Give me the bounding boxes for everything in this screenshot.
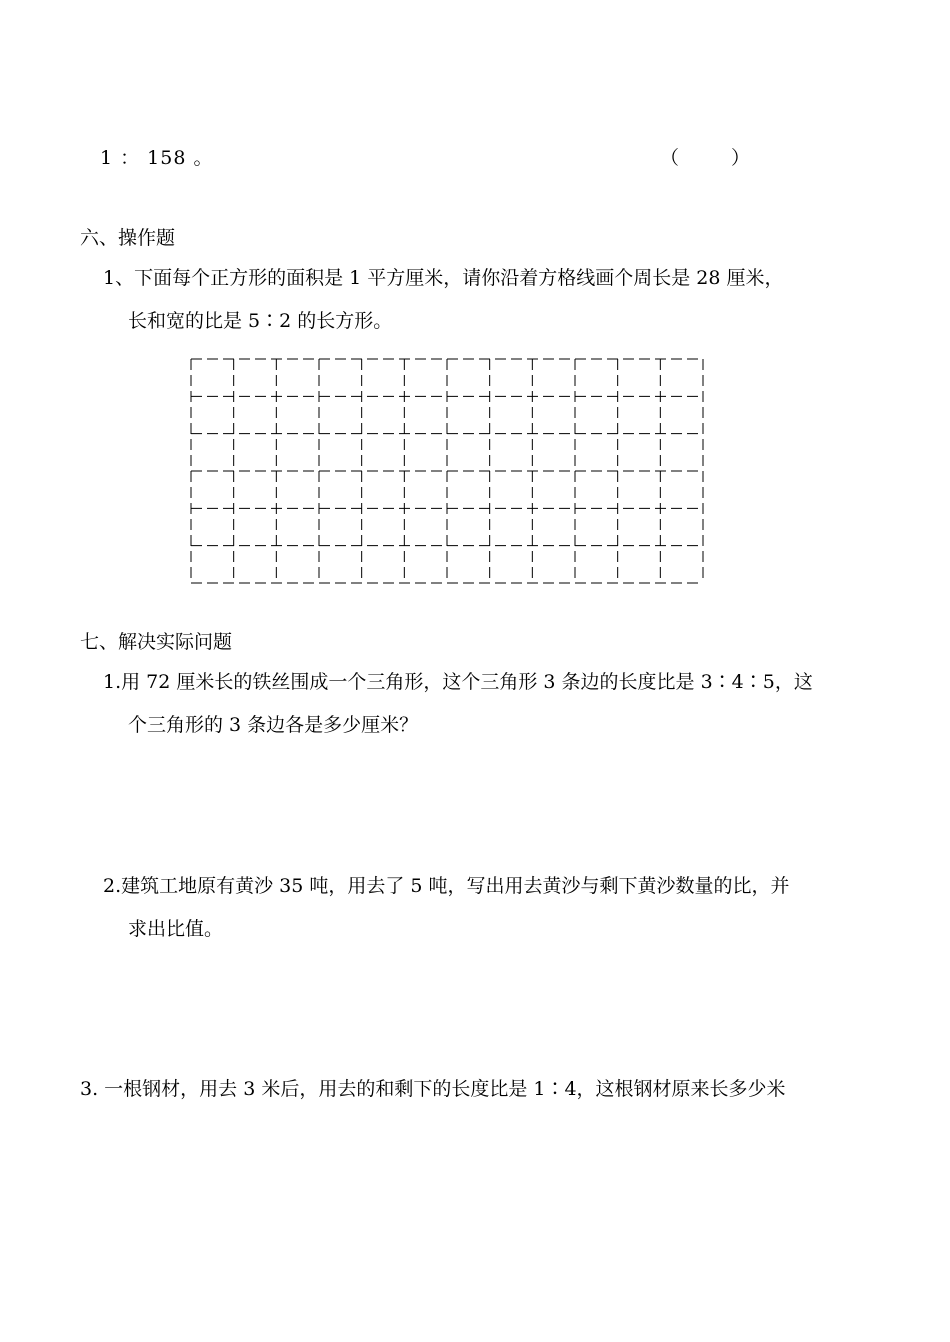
- answer-paren-left: （: [660, 147, 680, 169]
- problem3-line1: 3. 一根钢材，用去 3 米后，用去的和剩下的长度比是 1∶4，这根钢材原来长多少米: [80, 1078, 786, 1100]
- square-grid[interactable]: [190, 358, 706, 590]
- section6-heading: 六、操作题: [80, 227, 176, 249]
- ratio-statement: 1 ： 158 。: [100, 147, 214, 169]
- answer-blank[interactable]: [660, 146, 750, 170]
- problem2-line2: 求出比值。: [128, 918, 224, 940]
- problem1-line2: 个三角形的 3 条边各是多少厘米？: [128, 714, 419, 736]
- question1-line1: 1、下面每个正方形的面积是 1 平方厘米，请你沿着方格线画个周长是 28 厘米，: [103, 267, 784, 289]
- question1-line2: 长和宽的比是 5∶2 的长方形。: [128, 310, 393, 332]
- section7-heading: 七、解决实际问题: [80, 631, 233, 653]
- problem1-line1: 1.用 72 厘米长的铁丝围成一个三角形，这个三角形 3 条边的长度比是 3∶4∶5，这: [103, 671, 813, 693]
- answer-paren-right: ）: [731, 147, 751, 169]
- grid-svg: [190, 358, 706, 586]
- problem2-line1: 2.建筑工地原有黄沙 35 吨，用去了 5 吨，写出用去黄沙与剩下黄沙数量的比，并: [103, 875, 790, 897]
